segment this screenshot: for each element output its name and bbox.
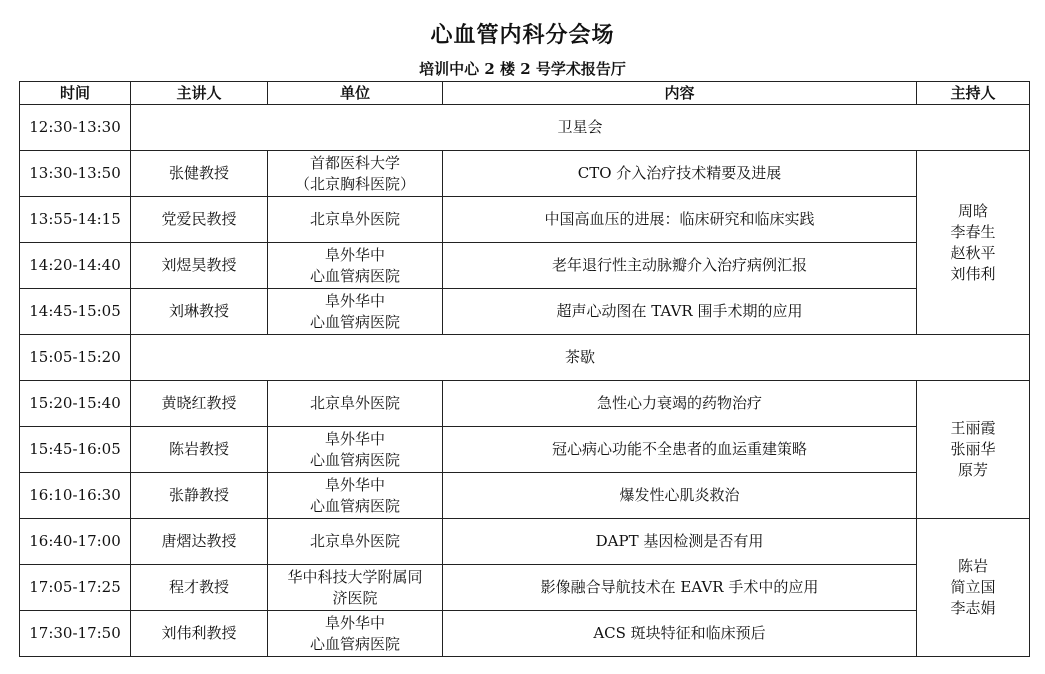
header-row: [20, 82, 1030, 105]
time-cell: 12:30-13:30: [20, 105, 131, 151]
unit-cell: [268, 289, 443, 335]
unit-cell: [268, 151, 443, 197]
host-name: 原芳: [957, 461, 988, 479]
host-name: 李春生: [950, 222, 996, 241]
host-name: 周晗: [957, 201, 988, 220]
time-cell: 15:20-15:40: [20, 381, 131, 427]
content-cell: 超声心动图在 TAVR 围手术期的应用: [443, 289, 917, 335]
host-name: 赵秋平: [950, 243, 996, 262]
break-label: 卫星会: [131, 105, 1030, 151]
unit-line: 心血管病医院: [309, 450, 400, 469]
page-title: 心血管内科分会场: [430, 22, 615, 48]
schedule-table: [19, 81, 1030, 657]
table-row: [20, 611, 1030, 657]
break-label: 茶歇: [131, 335, 1030, 381]
venue-subtitle: 培训中心 2 楼 2 号学术报告厅: [419, 60, 626, 78]
unit-cell: [268, 611, 443, 657]
content-cell: 中国高血压的进展：临床研究和临床实践: [443, 197, 917, 243]
unit-line: 心血管病医院: [309, 266, 400, 285]
host-name: 刘伟利: [950, 264, 996, 283]
time-cell: 15:05-15:20: [20, 335, 131, 381]
content-cell: 爆发性心肌炎救治: [443, 473, 917, 519]
unit-line: 首都医科大学: [309, 153, 400, 172]
table-row: [20, 289, 1030, 335]
unit-line: 华中科技大学附属同: [287, 567, 423, 586]
unit-line: 北京阜外医院: [309, 394, 400, 412]
table-row: [20, 519, 1030, 565]
host-cell: [917, 381, 1030, 519]
speaker-cell: 张静教授: [131, 473, 268, 519]
table-row: [20, 197, 1030, 243]
table-row: [20, 381, 1030, 427]
host-name: 陈岩: [957, 557, 988, 575]
host-name: 简立国: [950, 578, 996, 596]
header-unit: 单位: [268, 82, 443, 105]
header-host: 主持人: [917, 82, 1030, 105]
speaker-cell: 党爱民教授: [131, 197, 268, 243]
speaker-cell: 刘煜昊教授: [131, 243, 268, 289]
unit-cell: [268, 473, 443, 519]
speaker-cell: 程才教授: [131, 565, 268, 611]
time-cell: 17:30-17:50: [20, 611, 131, 657]
content-cell: 影像融合导航技术在 EAVR 手术中的应用: [443, 565, 917, 611]
content-cell: ACS 斑块特征和临床预后: [443, 611, 917, 657]
unit-cell: [268, 565, 443, 611]
time-cell: 16:10-16:30: [20, 473, 131, 519]
time-cell: 13:55-14:15: [20, 197, 131, 243]
time-cell: 14:20-14:40: [20, 243, 131, 289]
unit-line: 北京阜外医院: [309, 532, 400, 550]
unit-line: 阜外华中: [324, 291, 385, 310]
break-row: [20, 335, 1030, 381]
table-row: [20, 151, 1030, 197]
unit-line: （北京胸科医院）: [294, 174, 415, 193]
host-cell: [917, 151, 1030, 335]
table-row: [20, 473, 1030, 519]
host-name: 李志娟: [950, 599, 996, 617]
unit-line: 阜外华中: [324, 245, 385, 264]
speaker-cell: 黄晓红教授: [131, 381, 268, 427]
header-time: 时间: [20, 82, 131, 105]
content-cell: 急性心力衰竭的药物治疗: [443, 381, 917, 427]
time-cell: 16:40-17:00: [20, 519, 131, 565]
host-name: 张丽华: [950, 440, 996, 458]
content-cell: 老年退行性主动脉瓣介入治疗病例汇报: [443, 243, 917, 289]
unit-cell: [268, 519, 443, 565]
unit-cell: [268, 197, 443, 243]
time-cell: 17:05-17:25: [20, 565, 131, 611]
time-cell: 15:45-16:05: [20, 427, 131, 473]
header-content: 内容: [443, 82, 917, 105]
table-row: [20, 243, 1030, 289]
host-cell: [917, 519, 1030, 657]
unit-cell: [268, 243, 443, 289]
content-cell: CTO 介入治疗技术精要及进展: [443, 151, 917, 197]
unit-cell: [268, 381, 443, 427]
unit-line: 心血管病医院: [309, 634, 400, 653]
header-speaker: 主讲人: [131, 82, 268, 105]
speaker-cell: 陈岩教授: [131, 427, 268, 473]
unit-line: 阜外华中: [324, 429, 385, 448]
table-row: [20, 565, 1030, 611]
unit-cell: [268, 427, 443, 473]
time-cell: 13:30-13:50: [20, 151, 131, 197]
time-cell: 14:45-15:05: [20, 289, 131, 335]
content-cell: 冠心病心功能不全患者的血运重建策略: [443, 427, 917, 473]
speaker-cell: 刘琳教授: [131, 289, 268, 335]
unit-line: 心血管病医院: [309, 312, 400, 331]
content-cell: DAPT 基因检测是否有用: [443, 519, 917, 565]
speaker-cell: 张健教授: [131, 151, 268, 197]
unit-line: 阜外华中: [324, 613, 385, 632]
unit-line: 北京阜外医院: [309, 210, 400, 228]
unit-line: 阜外华中: [324, 475, 385, 494]
table-row: [20, 427, 1030, 473]
break-row: [20, 105, 1030, 151]
unit-line: 心血管病医院: [309, 496, 400, 515]
unit-line: 济医院: [332, 588, 378, 607]
speaker-cell: 唐熠达教授: [131, 519, 268, 565]
speaker-cell: 刘伟利教授: [131, 611, 268, 657]
host-name: 王丽霞: [950, 419, 996, 437]
